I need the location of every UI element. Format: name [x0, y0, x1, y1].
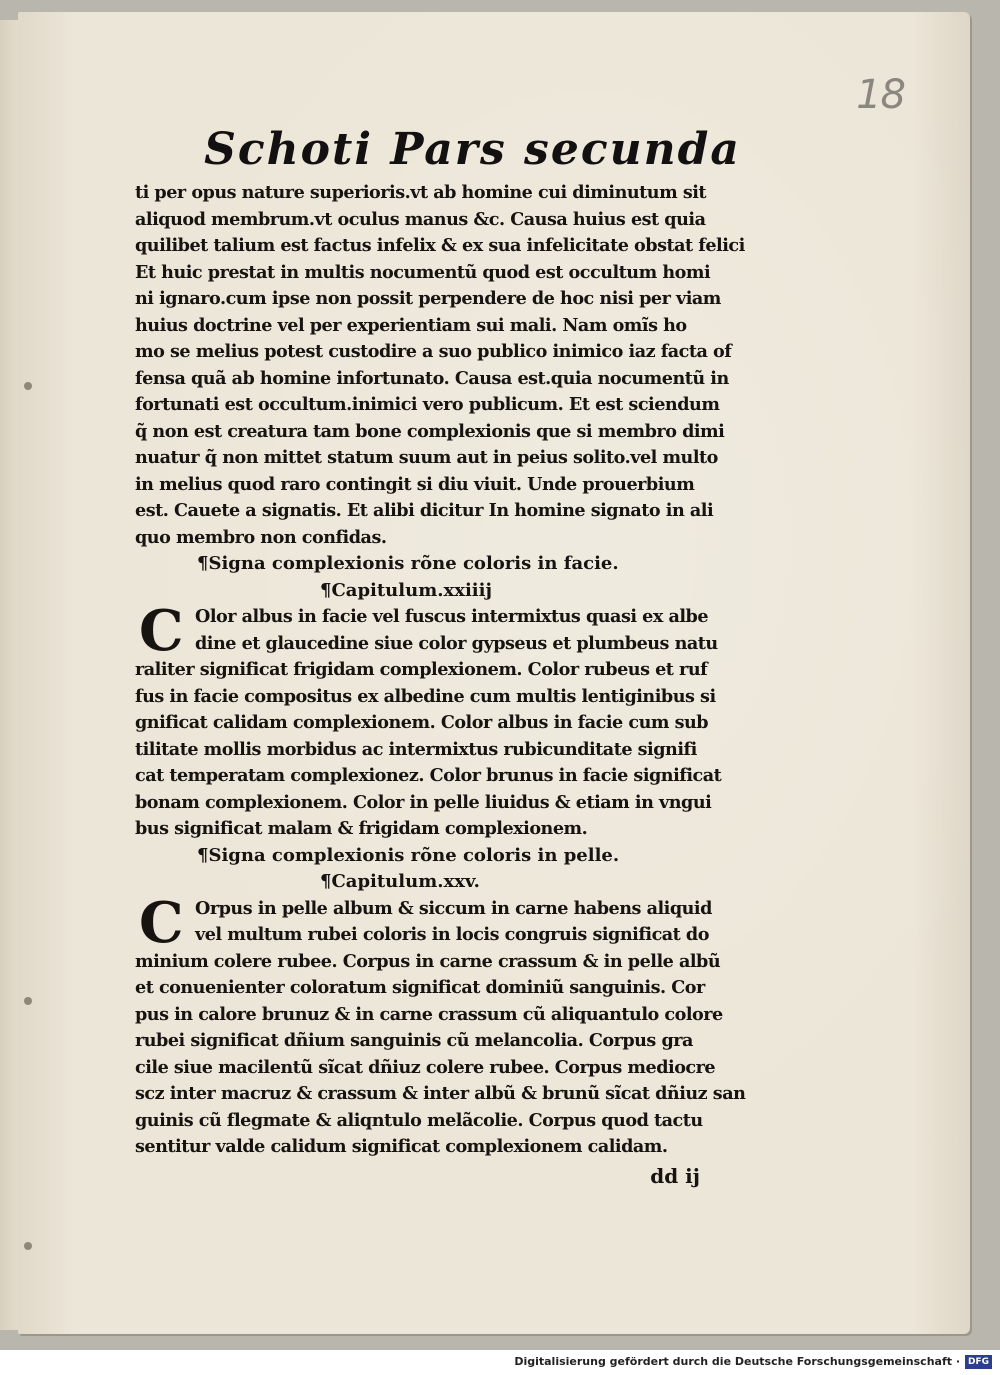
- text-line: minium colere rubee. Corpus in carne crassum & in pelle albũ: [135, 950, 721, 972]
- text-line: pus in calore brunuz & in carne crassum cũ aliquantulo colore: [135, 1003, 723, 1025]
- chapter-heading: ¶Capitulum.xxv.: [320, 871, 480, 892]
- text-line: cat temperatam complexionez. Color brunus in facie significat: [135, 765, 722, 786]
- binding-hole: [24, 997, 32, 1005]
- folio-number: 18: [856, 72, 905, 118]
- binding-hole: [24, 382, 32, 390]
- intro-paragraph: [135, 180, 770, 551]
- text-line: guinis cũ flegmate & aliqntulo melãcolie. Corpus quod tactu: [135, 1109, 703, 1131]
- text-line: tilitate mollis morbidus ac intermixtus rubicunditate signifi: [135, 738, 697, 760]
- section-heading: ¶Signa complexionis rõne coloris in facie.: [197, 553, 619, 574]
- text-line: scz inter macruz & crassum & inter albũ & brunũ sĩcat dñiuz san: [135, 1083, 746, 1104]
- funding-credit: Digitalisierung gefördert durch die Deutsche Forschungsgemeinschaft ·: [514, 1355, 960, 1368]
- text-line: fensa quã ab homine infortunato. Causa est.quia nocumentũ in: [135, 367, 729, 389]
- section-heading: ¶Signa complexionis rõne coloris in pelle.: [197, 844, 620, 866]
- text-line: sentitur valde calidum significat complexionem calidam.: [135, 1136, 668, 1157]
- text-line: mo se melius potest custodire a suo publico inimico iaz facta of: [135, 341, 732, 362]
- footer-bar: [0, 1350, 1000, 1375]
- text-line: nuatur q̃ non mittet statum suum aut in peius solito.vel multo: [135, 447, 718, 468]
- text-line: bonam complexionem. Color in pelle liuidus & etiam in vngui: [135, 791, 712, 813]
- text-line: Orpus in pelle album & siccum in carne habens aliquid: [195, 897, 712, 919]
- chapter-paragraph: [135, 598, 770, 843]
- signature-mark: dd ij: [650, 1163, 700, 1188]
- dfg-logo: DFG: [965, 1355, 992, 1369]
- chapter-heading: ¶Capitulum.xxiiij: [320, 579, 492, 601]
- binding-hole: [24, 1242, 32, 1250]
- text-line: ni ignaro.cum ipse non possit perpendere de hoc nisi per viam: [135, 288, 721, 309]
- text-line: fus in facie compositus ex albedine cum multis lentiginibus si: [135, 685, 716, 707]
- drop-initial: C: [138, 598, 184, 664]
- text-line: Et huic prestat in multis nocumentũ quod est occultum homi: [135, 261, 711, 283]
- text-line: bus significat malam & frigidam complexionem.: [135, 818, 588, 839]
- text-block: [135, 120, 770, 1191]
- text-line: rubei significat dñium sanguinis cũ melancolia. Corpus gra: [135, 1030, 693, 1051]
- text-line: quo membro non confidas.: [135, 526, 387, 548]
- text-line: gnificat calidam complexionem. Color albus in facie cum sub: [135, 712, 709, 733]
- text-line: in melius quod raro contingit si diu viuit. Unde prouerbium: [135, 473, 695, 495]
- drop-initial: C: [138, 889, 184, 956]
- text-line: est. Cauete a signatis. Et alibi dicitur In homine signato in ali: [135, 500, 714, 521]
- text-line: quilibet talium est factus infelix & ex sua infelicitate obstat felici: [135, 235, 745, 256]
- text-line: cile siue macilentũ sĩcat dñiuz colere rubee. Corpus mediocre: [135, 1056, 716, 1078]
- text-line: Olor albus in facie vel fuscus intermixtus quasi ex albe: [195, 606, 709, 627]
- chapter-paragraph: [135, 889, 770, 1161]
- text-line: huius doctrine vel per experientiam sui mali. Nam omĩs ho: [135, 314, 687, 336]
- text-line: raliter significat frigidam complexionem. Color rubeus et ruf: [135, 659, 708, 680]
- text-line: et conuenienter coloratum significat dominiũ sanguinis. Cor: [135, 977, 705, 998]
- text-line: q̃ non est creatura tam bone complexionis que si membro dimi: [135, 420, 725, 442]
- text-line: ti per opus nature superioris.vt ab homine cui diminutum sit: [135, 182, 707, 203]
- text-line: vel multum rubei coloris in locis congruis significat do: [195, 924, 709, 945]
- text-line: fortunati est occultum.inimici vero publicum. Et est sciendum: [135, 394, 720, 415]
- text-line: dine et glaucedine siue color gypseus et plumbeus natu: [195, 632, 718, 654]
- text-line: aliquod membrum.vt oculus manus &c. Causa huius est quia: [135, 208, 706, 230]
- running-head: Schoti Pars secunda: [204, 124, 741, 175]
